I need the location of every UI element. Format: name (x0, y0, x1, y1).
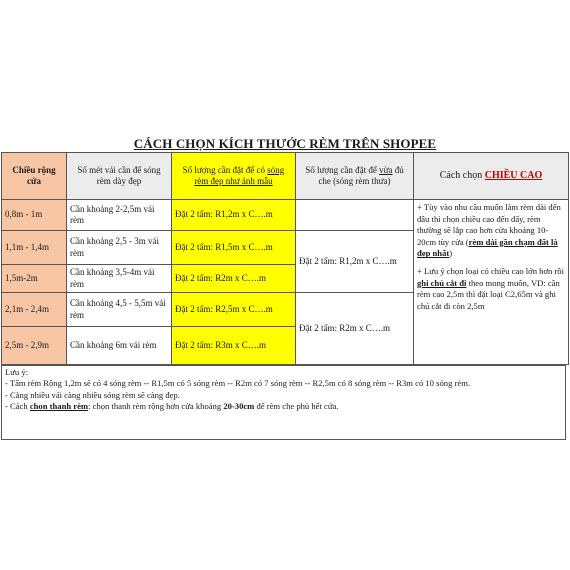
fabric-cell: Cần khoảng 3,5-4m vải rèm (67, 265, 172, 293)
notes-line-3 (5, 401, 562, 412)
height-note-2-text: + Lưu ý chọn loại có chiều cao lớn hơn rồi (417, 265, 564, 276)
notes-heading: Lưu ý: (5, 367, 29, 377)
height-note-2-bold: ghi chú cắt đi (417, 277, 467, 288)
header-qty-fit-b: vừa (379, 164, 393, 175)
height-note-1-bold: rèm dài gần chạm đất là đẹp nhất (417, 236, 558, 259)
fabric-cell: Cần khoảng 4,5 - 5,5m vải rèm (67, 293, 172, 327)
notes-line-2: - Càng nhiều vải càng nhiều sóng rèm sẽ càng đẹp. (5, 389, 180, 400)
fabric-cell: Cần khoảng 2,5 - 3m vải rèm (67, 231, 172, 265)
notes-line-1: - Tấm rèm Rộng 1,2m sẽ có 4 sóng rèm -- R1,5m có 5 sóng rèm -- R2m có 7 sóng rèm -- R2,5m có 8 sóng rèm -- R3m có 10 sóng rèm. (5, 378, 471, 389)
notes-line-3b: chọn thanh rèm (29, 401, 89, 412)
height-note-1-end: ) (449, 248, 453, 259)
header-fabric: Số mét vải cần để sóng rèm dày đẹp (67, 153, 172, 200)
header-row (2, 153, 569, 200)
notes-line-3d: 20-30cm (223, 401, 255, 412)
fit-cell: Đặt 2 tấm: R2m x C….m (296, 293, 414, 365)
height-note-1 (417, 202, 565, 260)
header-height (414, 153, 569, 200)
nice-cell: Đặt 2 tấm: R1,2m x C….m (172, 200, 296, 231)
height-note-2-end: theo mong muốn, VD: cần rèm cao 2,5m thì đặt loại C2,65m và ghi chú cắt đi còn 2,5m (417, 277, 560, 311)
width-cell: 2,1m - 2,4m (2, 293, 67, 327)
header-qty-fit-c: đủ che (sóng rèm thưa) (318, 164, 404, 186)
width-cell: 1,5m-2m (2, 265, 67, 293)
notes-line-3e: để rèm che phủ hết cửa. (254, 401, 339, 412)
nice-cell: Đặt 2 tấm: R3m x C….m (172, 327, 296, 365)
fit-cell-empty (296, 200, 414, 231)
width-cell: 2,5m - 2,9m (2, 327, 67, 365)
header-width: Chiều rộng cửa (2, 153, 67, 200)
notes-line-3a: - Cách (5, 401, 30, 412)
header-qty-nice-a: Số lượng cần đặt để có (182, 164, 266, 175)
notes-line-3c: : chọn thanh rèm rộng hơn cửa khoảng (88, 401, 224, 412)
header-qty-fit-a: Số lượng cần đặt để (305, 164, 377, 175)
fabric-cell: Cần khoảng 2-2,5m vải rèm (67, 200, 172, 231)
header-qty-nice (172, 153, 296, 200)
header-qty-nice-b: sóng rèm đẹp như ảnh mẫu (194, 164, 285, 186)
height-note-1-text: + Tùy vào nhu cầu muốn làm rèm dài đến đâu thì chọn chiều cao đến đấy, rèm thường sẽ lắp cao hơn cửa khoảng 10-20cm tùy cửa ( (417, 202, 561, 247)
nice-cell: Đặt 2 tấm: R2m x C….m (172, 265, 296, 293)
header-qty-fit (296, 153, 414, 200)
table-row (2, 200, 569, 231)
notes-box (1, 365, 566, 440)
width-cell: 1,1m - 1,4m (2, 231, 67, 265)
nice-cell: Đặt 2 tấm: R1,5m x C….m (172, 231, 296, 265)
fabric-cell: Cần khoảng 6m vải rèm (67, 327, 172, 365)
nice-cell: Đặt 2 tấm: R2,5m x C….m (172, 293, 296, 327)
size-guide-table (1, 152, 569, 365)
fit-cell: Đặt 2 tấm: R1,2m x C….m (296, 231, 414, 293)
height-note-cell (414, 200, 569, 365)
page-title: CÁCH CHỌN KÍCH THƯỚC RÈM TRÊN SHOPEE (133, 136, 437, 151)
width-cell: 0,8m - 1m (2, 200, 67, 231)
header-height-a: Cách chọn (439, 169, 483, 181)
header-height-b: CHIỀU CAO (484, 169, 543, 181)
height-note-2 (417, 266, 565, 312)
